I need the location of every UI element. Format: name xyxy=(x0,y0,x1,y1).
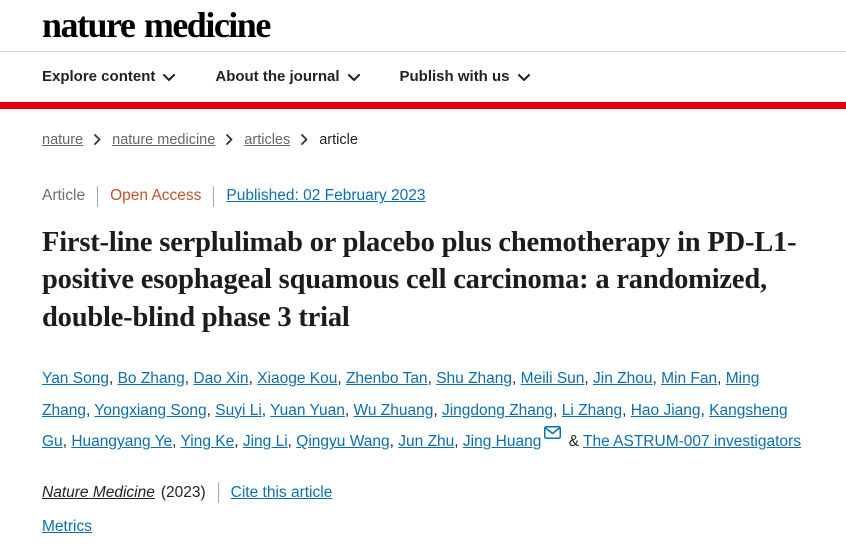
author-link[interactable]: Li Zhang xyxy=(561,401,623,419)
journal-logo[interactable]: nature medicine xyxy=(42,5,270,45)
author-separator: , xyxy=(337,369,346,387)
breadcrumb-nature-medicine[interactable]: nature medicine xyxy=(112,131,216,148)
author-separator: , xyxy=(622,401,631,419)
nav-item-label: Explore content xyxy=(42,68,156,86)
metrics-row xyxy=(42,518,804,536)
author-link[interactable]: Xiaoge Kou xyxy=(257,369,338,387)
cite-this-article-link[interactable]: Cite this article xyxy=(230,483,333,501)
chevron-right-icon xyxy=(226,134,233,145)
citation-row xyxy=(42,482,804,503)
author-link[interactable]: Meili Sun xyxy=(520,369,585,387)
nav-publish-with-us[interactable] xyxy=(400,68,530,85)
chevron-down-icon xyxy=(163,74,175,82)
author-separator: , xyxy=(454,433,463,451)
author-link[interactable]: Bo Zhang xyxy=(117,369,185,387)
author-separator: , xyxy=(184,369,194,387)
ampersand: & xyxy=(564,433,583,451)
author-separator: , xyxy=(108,369,118,387)
author-link[interactable]: Yongxiang Song xyxy=(94,401,207,419)
author-separator: , xyxy=(433,401,442,419)
author-link[interactable]: Ming Zhang xyxy=(42,369,760,419)
content-type-label: Article xyxy=(42,187,86,205)
publication-year: (2023) xyxy=(160,483,206,501)
envelope-icon[interactable] xyxy=(544,426,561,439)
chevron-right-icon xyxy=(301,134,308,145)
nav-item-label: Publish with us xyxy=(399,68,510,86)
chevron-down-icon xyxy=(348,74,360,82)
author-separator: , xyxy=(62,433,72,451)
author-link[interactable]: Qingyu Wang xyxy=(296,433,390,451)
breadcrumb-articles[interactable]: articles xyxy=(244,131,291,148)
author-link[interactable]: Jingdong Zhang xyxy=(441,401,554,419)
divider xyxy=(97,186,98,207)
author-link[interactable]: Min Fan xyxy=(661,369,718,387)
nav-about-the-journal[interactable] xyxy=(215,68,359,85)
author-separator: , xyxy=(584,369,594,387)
journal-link[interactable]: Nature Medicine xyxy=(42,483,155,501)
metrics-link[interactable]: Metrics xyxy=(42,518,92,536)
author-separator: , xyxy=(172,433,181,451)
author-link[interactable]: Ying Ke xyxy=(180,433,235,451)
author-separator: , xyxy=(206,401,216,419)
author-link[interactable]: Dao Xin xyxy=(193,369,249,387)
breadcrumb-article-current: article xyxy=(319,131,358,148)
author-separator: , xyxy=(553,401,562,419)
author-separator: , xyxy=(85,401,95,419)
author-link[interactable]: Yan Song xyxy=(42,369,109,387)
divider xyxy=(213,186,214,207)
author-separator: , xyxy=(512,369,521,387)
author-separator: , xyxy=(389,433,399,451)
author-link[interactable]: Jun Zhu xyxy=(398,433,455,451)
author-link[interactable]: Huangyang Ye xyxy=(71,433,173,451)
author-separator: , xyxy=(700,401,710,419)
breadcrumb xyxy=(42,132,804,148)
author-separator: , xyxy=(261,401,271,419)
author-link[interactable]: Zhenbo Tan xyxy=(345,369,428,387)
breadcrumb-nature[interactable]: nature xyxy=(42,131,84,148)
nav-explore-content[interactable] xyxy=(42,68,175,85)
author-group-link[interactable]: The ASTRUM-007 investigators xyxy=(583,433,801,451)
author-link[interactable]: Kangsheng Gu xyxy=(42,401,788,451)
author-link[interactable]: Jing Huang xyxy=(462,433,542,451)
author-separator: , xyxy=(344,401,354,419)
author-link[interactable]: Yuan Yuan xyxy=(270,401,345,419)
author-link[interactable]: Jin Zhou xyxy=(593,369,653,387)
author-separator: , xyxy=(287,433,297,451)
published-date-link[interactable]: Published: 02 February 2023 xyxy=(226,187,426,205)
author-link[interactable]: Hao Jiang xyxy=(630,401,701,419)
article-meta xyxy=(42,186,804,207)
chevron-right-icon xyxy=(94,134,101,145)
author-link[interactable]: Jing Li xyxy=(242,433,288,451)
author-link[interactable]: Shu Zhang xyxy=(436,369,513,387)
author-link[interactable]: Wu Zhuang xyxy=(353,401,434,419)
accent-bar xyxy=(0,102,846,109)
author-list xyxy=(42,363,804,459)
author-separator: , xyxy=(652,369,662,387)
article-title: First-line serplulimab or placebo plus chemotherapy in PD-L1-positive esophageal squamous cell carcinoma: a randomized, double-blind phase 3 trial xyxy=(42,226,797,334)
article-page xyxy=(0,109,846,537)
chevron-down-icon xyxy=(518,74,530,82)
author-separator: , xyxy=(234,433,243,451)
author-separator: , xyxy=(717,369,726,387)
nav-item-label: About the journal xyxy=(215,68,340,86)
main-nav xyxy=(0,52,846,102)
site-header xyxy=(0,0,846,51)
divider xyxy=(218,482,219,503)
author-separator: , xyxy=(248,369,258,387)
author-separator: , xyxy=(427,369,437,387)
open-access-label: Open Access xyxy=(110,187,202,205)
author-link[interactable]: Suyi Li xyxy=(215,401,262,419)
